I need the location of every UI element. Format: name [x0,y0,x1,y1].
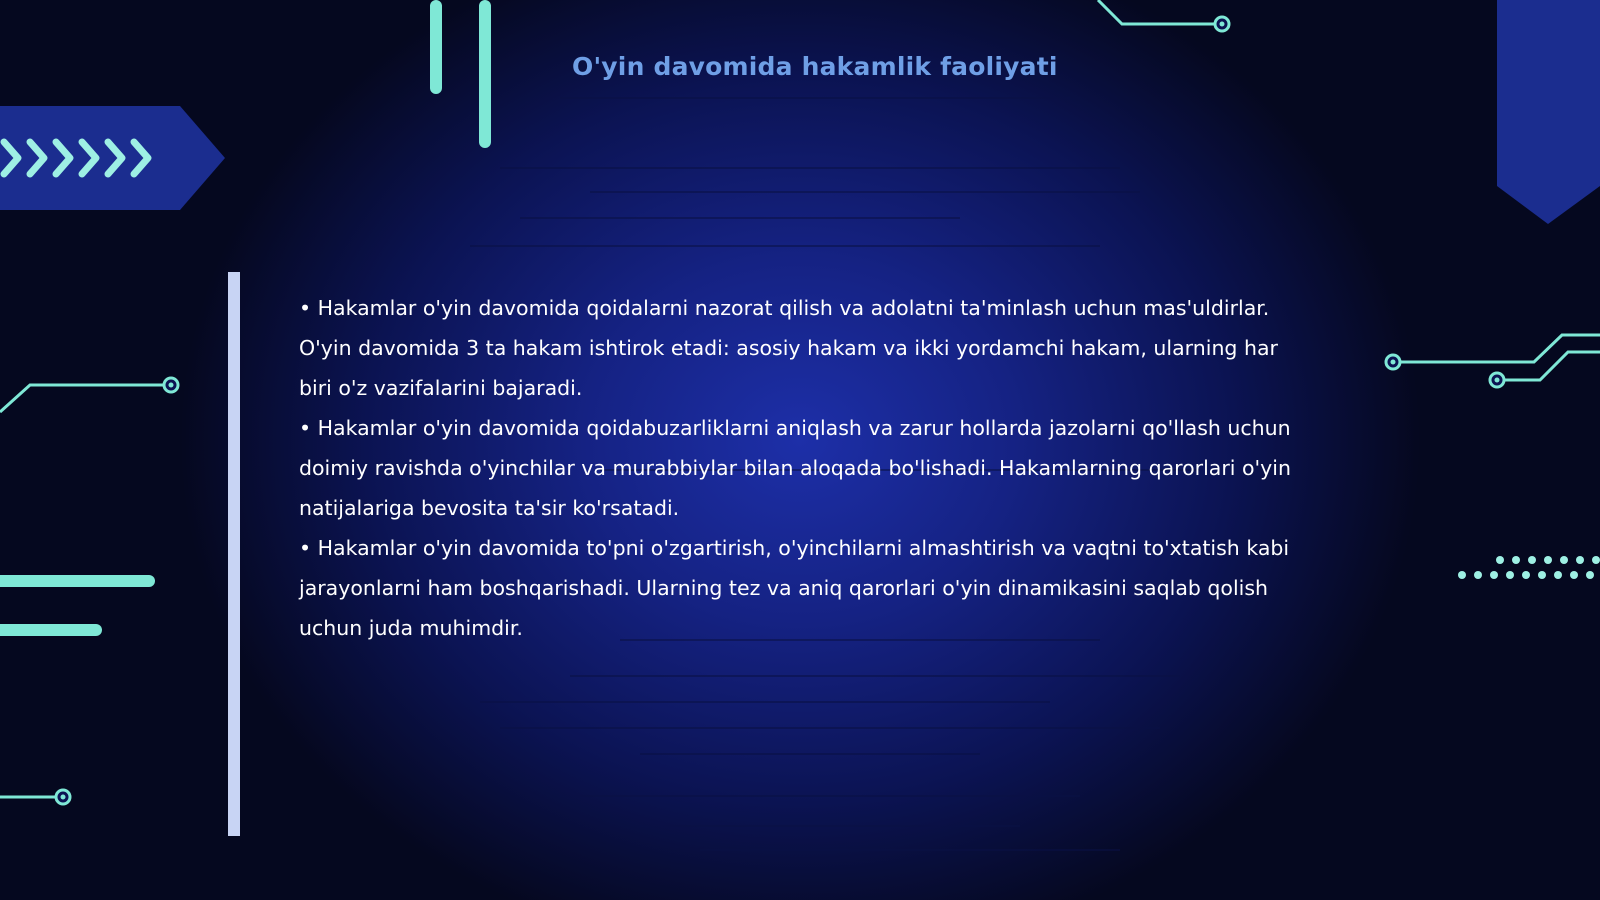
slide-title: O'yin davomida hakamlik faoliyati [572,52,1058,81]
top-bar-left [430,0,442,94]
left-bar-long [0,575,155,587]
left-bar-short [0,624,102,636]
right-pennant [1497,0,1600,224]
content-body [299,288,1309,648]
top-bar-right [479,0,491,148]
arrow-panel [0,106,225,210]
dot-pattern [1458,556,1600,579]
circuit-line-right-2 [1505,352,1600,380]
bullet-paragraph: • Hakamlar o'yin davomida to'pni o'zgartirish, o'yinchilarni almashtirish va vaqtni to'xtatish kabi jarayonlarni ham boshqarishadi. Ularning tez va aniq qarorlari o'yin dinamikasini saqlab qolish uchun juda muhimdir. [299,536,1290,640]
circuit-line-top [1098,0,1214,24]
bullet-paragraph: • Hakamlar o'yin davomida qoidalarni nazorat qilish va adolatni ta'minlash uchun mas'uldirlar. O'yin davomida 3 ta hakam ishtirok etadi: asosiy hakam va ikki yordamchi hakam, ularning har biri o'z vazifalarini bajaradi. [299,296,1278,400]
bullet-paragraph: • Hakamlar o'yin davomida qoidabuzarliklarni aniqlash va zarur hollarda jazolarni qo'llash uchun doimiy ravishda o'yinchilar va murabbiylar bilan aloqada bo'lishadi. Hakamlarning qarorlari o'yin natijalariga bevosita ta'sir ko'rsatadi. [299,416,1291,520]
circuit-line-right-1 [1400,335,1600,362]
content-accent-bar [228,272,240,836]
circuit-line-left-1 [0,385,164,412]
